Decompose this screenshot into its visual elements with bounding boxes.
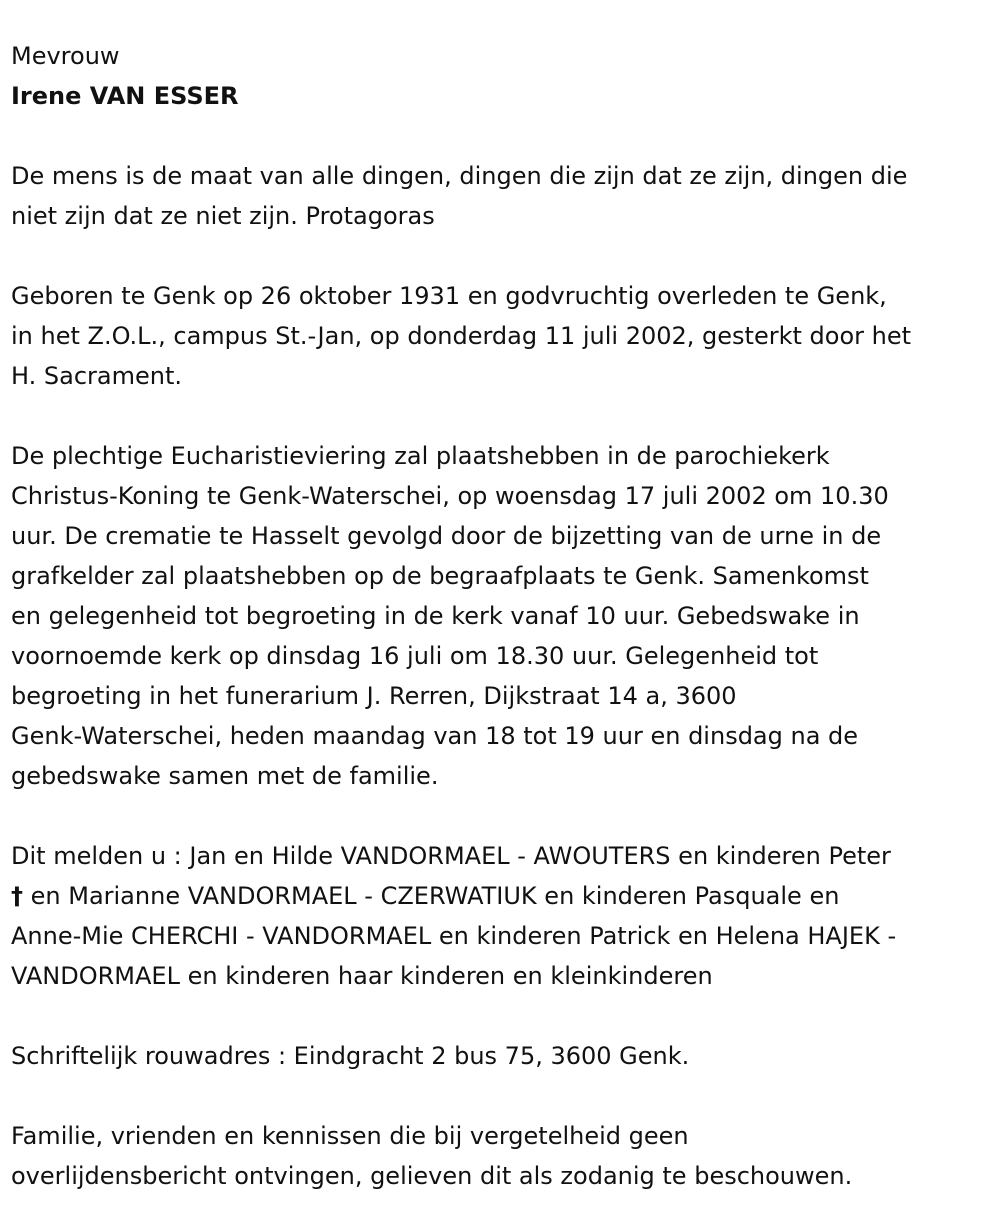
birth-death-line: H. Sacrament. (11, 362, 182, 390)
family-line-text: en Marianne VANDORMAEL - CZERWATIUK en kinderen Pasquale en (23, 882, 840, 910)
family-line (11, 876, 1000, 916)
quote-line: De mens is de maat van alle dingen, dingen die zijn dat ze zijn, dingen die (11, 162, 908, 190)
spacer (11, 796, 1000, 836)
closing-line: Familie, vrienden en kennissen die bij vergetelheid geen (11, 1122, 689, 1150)
spacer (11, 116, 1000, 156)
spacer (11, 996, 1000, 1036)
closing-paragraph (11, 1116, 1000, 1196)
ceremony-line: grafkelder zal plaatshebben op de begraafplaats te Genk. Samenkomst (11, 562, 869, 590)
birth-death-line: Geboren te Genk op 26 oktober 1931 en godvruchtig overleden te Genk, (11, 282, 887, 310)
spacer (11, 1076, 1000, 1116)
ceremony-line: Genk-Waterschei, heden maandag van 18 tot 19 uur en dinsdag na de (11, 722, 859, 750)
birth-death-line: in het Z.O.L., campus St.-Jan, op donderdag 11 juli 2002, gesterkt door het (11, 322, 912, 350)
quote-line: niet zijn dat ze niet zijn. Protagoras (11, 202, 435, 230)
salutation: Mevrouw (11, 42, 120, 70)
spacer (11, 396, 1000, 436)
mourning-address: Schriftelijk rouwadres : Eindgracht 2 bus 75, 3600 Genk. (11, 1042, 690, 1070)
family-line: Anne-Mie CHERCHI - VANDORMAEL en kinderen Patrick en Helena HAJEK - (11, 922, 897, 950)
ceremony-line: voornoemde kerk op dinsdag 16 juli om 18.30 uur. Gelegenheid tot (11, 642, 819, 670)
deceased-name: Irene VAN ESSER (11, 82, 239, 110)
quote-paragraph (11, 156, 1000, 236)
ceremony-line: uur. De crematie te Hasselt gevolgd door de bijzetting van de urne in de (11, 522, 882, 550)
family-line: Dit melden u : Jan en Hilde VANDORMAEL - AWOUTERS en kinderen Peter (11, 842, 891, 870)
family-paragraph (11, 836, 1000, 996)
spacer (11, 236, 1000, 276)
birth-death-paragraph (11, 276, 1000, 396)
ceremony-paragraph (11, 436, 1000, 796)
ceremony-line: begroeting in het funerarium J. Rerren, Dijkstraat 14 a, 3600 (11, 682, 737, 710)
cross-icon: † (11, 882, 23, 910)
family-line: VANDORMAEL en kinderen haar kinderen en kleinkinderen (11, 962, 713, 990)
ceremony-line: gebedswake samen met de familie. (11, 762, 439, 790)
ceremony-line: De plechtige Eucharistieviering zal plaatshebben in de parochiekerk (11, 442, 830, 470)
closing-line: overlijdensbericht ontvingen, gelieven dit als zodanig te beschouwen. (11, 1162, 853, 1190)
ceremony-line: en gelegenheid tot begroeting in de kerk vanaf 10 uur. Gebedswake in (11, 602, 860, 630)
ceremony-line: Christus-Koning te Genk-Waterschei, op woensdag 17 juli 2002 om 10.30 (11, 482, 889, 510)
